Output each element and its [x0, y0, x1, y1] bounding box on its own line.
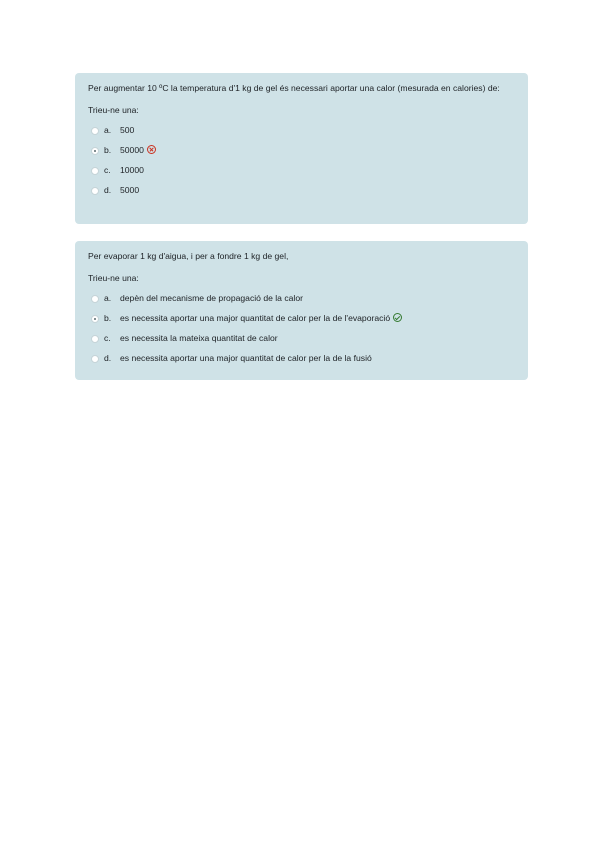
answer-letter: b. — [104, 145, 112, 155]
radio-button[interactable] — [91, 187, 99, 195]
question-card-1 — [75, 73, 528, 224]
answer-prompt: Trieu-ne una: — [88, 273, 139, 283]
answer-letter: c. — [104, 165, 111, 175]
answer-text: es necessita aportar una major quantitat de calor per la de la fusió — [120, 353, 372, 363]
correct-icon — [393, 313, 402, 322]
radio-button[interactable] — [91, 335, 99, 343]
question-text: Per augmentar 10 ºC la temperatura d'1 kg de gel és necessari aportar una calor (mesurada en calories) de: — [88, 83, 500, 93]
answer-option-c[interactable] — [88, 328, 515, 348]
answer-option-a[interactable] — [88, 288, 515, 308]
answer-list — [88, 288, 515, 368]
radio-button-selected[interactable] — [91, 147, 99, 155]
answer-letter: a. — [104, 293, 112, 303]
answer-text: 500 — [120, 125, 135, 135]
answer-list — [88, 120, 515, 200]
answer-text: depèn del mecanisme de propagació de la calor — [120, 293, 303, 303]
answer-letter: d. — [104, 353, 112, 363]
answer-letter: b. — [104, 313, 112, 323]
answer-text: es necessita aportar una major quantitat de calor per la de l'evaporació — [120, 313, 391, 323]
radio-button[interactable] — [91, 355, 99, 363]
answer-option-a[interactable] — [88, 120, 515, 140]
incorrect-icon — [147, 145, 156, 154]
answer-option-b[interactable] — [88, 140, 515, 160]
answer-text: 50000 — [120, 145, 144, 155]
answer-option-d[interactable] — [88, 180, 515, 200]
answer-option-b[interactable] — [88, 308, 515, 328]
question-text: Per evaporar 1 kg d'aigua, i per a fondre 1 kg de gel, — [88, 251, 289, 261]
answer-text: es necessita la mateixa quantitat de calor — [120, 333, 278, 343]
radio-button[interactable] — [91, 295, 99, 303]
radio-button[interactable] — [91, 127, 99, 135]
answer-letter: d. — [104, 185, 112, 195]
answer-option-d[interactable] — [88, 348, 515, 368]
answer-option-c[interactable] — [88, 160, 515, 180]
answer-letter: c. — [104, 333, 111, 343]
answer-prompt: Trieu-ne una: — [88, 105, 139, 115]
answer-letter: a. — [104, 125, 112, 135]
answer-text: 10000 — [120, 165, 144, 175]
radio-button[interactable] — [91, 167, 99, 175]
question-card-2 — [75, 241, 528, 380]
answer-text: 5000 — [120, 185, 140, 195]
radio-button-selected[interactable] — [91, 315, 99, 323]
